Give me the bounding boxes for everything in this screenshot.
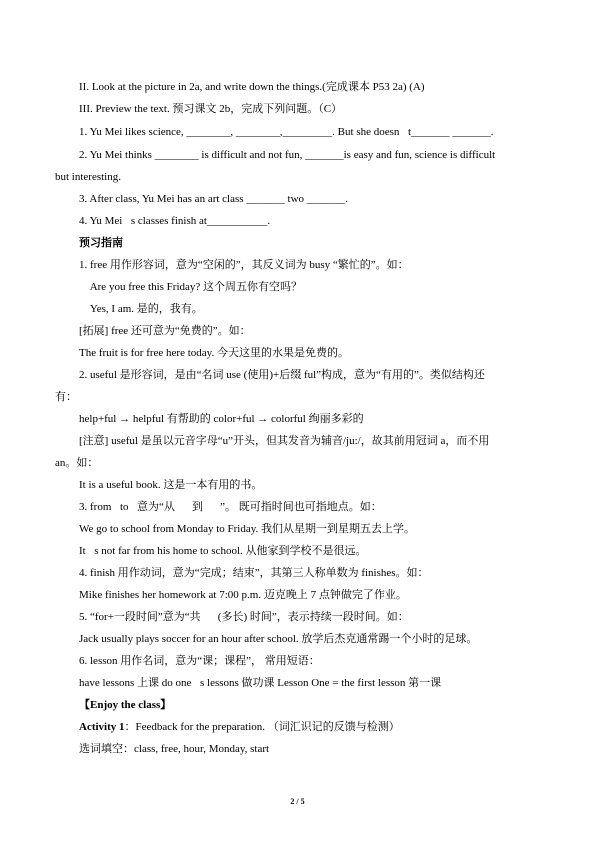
question-3: 3. After class, Yu Mei has an art class _______ two _______. [79,193,349,205]
guide-item-3: 3. from to 意为“从  到  ”。 既可指时间也可指地点。如： [79,501,382,513]
question-2: 2. Yu Mei thinks ________ is difficult and not fun, _______is easy and fun, science is difficult [79,149,496,161]
guide-item-6: 6. lesson 用作名词，意为“课；课程”， 常用短语： [79,655,320,667]
section-ii-instruction: II. Look at the picture in 2a, and write down the things.(完成课本 P53 2a) (A) [79,81,425,93]
example-sentence: It is a useful book. 这是一本有用的书。 [79,479,263,491]
section-iii-instruction: III. Preview the text. 预习课文 2b，完成下列问题。（C） [79,103,343,115]
word-formation-examples: help+ful → helpful 有帮助的 color+ful → colorful 绚丽多彩的 [79,413,364,425]
activity-1-label: Activity 1 [79,721,125,733]
question-2-continued: but interesting. [55,171,121,183]
example-sentence: We go to school from Monday to Friday. 我们从星期一到星期五去上学。 [79,523,416,535]
attention-note: [注意] useful 是虽以元音字母“u”开头，但其发音为辅音/ju:/，故其前用冠词 a，而不用 [79,435,490,447]
example-sentence: Mike finishes her homework at 7:00 p.m. 迈克晚上 7 点钟做完了作业。 [79,589,407,601]
example-question:   Are you free this Friday? 这个周五你有空吗？ [79,281,303,293]
preview-guide-heading: 预习指南 [79,237,123,249]
guide-item-5: 5. “for+一段时间”意为“共  (多长) 时间”，表示持续一段时间。如： [79,611,409,623]
question-1: 1. Yu Mei likes science, ________, ________,_________. But she doesn t_______ _______. [79,126,494,138]
guide-item-4: 4. finish 用作动词，意为“完成；结束”，其第三人称单数为 finishes。如： [79,567,429,579]
example-sentence: Jack usually plays soccer for an hour after school. 放学后杰克通常踢一个小时的足球。 [79,633,478,645]
guide-item-2-continued: 有： [55,391,77,403]
activity-1-description: ：Feedback for the preparation. （词汇识记的反馈与检测） [124,721,400,733]
extension-note: [拓展] free 还可意为“免费的”。如： [79,325,251,337]
example-answer:   Yes, I am. 是的，我有。 [79,303,203,315]
example-sentence: It s not far from his home to school. 从他家到学校不是很远。 [79,545,367,557]
lesson-phrases: have lessons 上课 do one s lessons 做功课 Lesson One = the first lesson 第一课 [79,677,442,689]
enjoy-class-heading: 【Enjoy the class】 [79,699,172,711]
guide-item-2: 2. useful 是形容词，是由“名词 use (使用)+后缀 ful”构成，意为“有用的”。类似结构还 [79,369,485,381]
example-sentence: The fruit is for free here today. 今天这里的水果是免费的。 [79,347,349,359]
question-4: 4. Yu Mei s classes finish at___________. [79,215,271,227]
activity-1-title [79,720,543,734]
page-number: 2 / 5 [290,797,305,806]
attention-note-continued: an。如： [55,457,99,469]
word-choice-instruction: 选词填空：class, free, hour, Monday, start [79,743,270,755]
guide-item-1: 1. free 用作形容词，意为“空闲的”，其反义词为 busy “繁忙的”。如： [79,259,409,271]
